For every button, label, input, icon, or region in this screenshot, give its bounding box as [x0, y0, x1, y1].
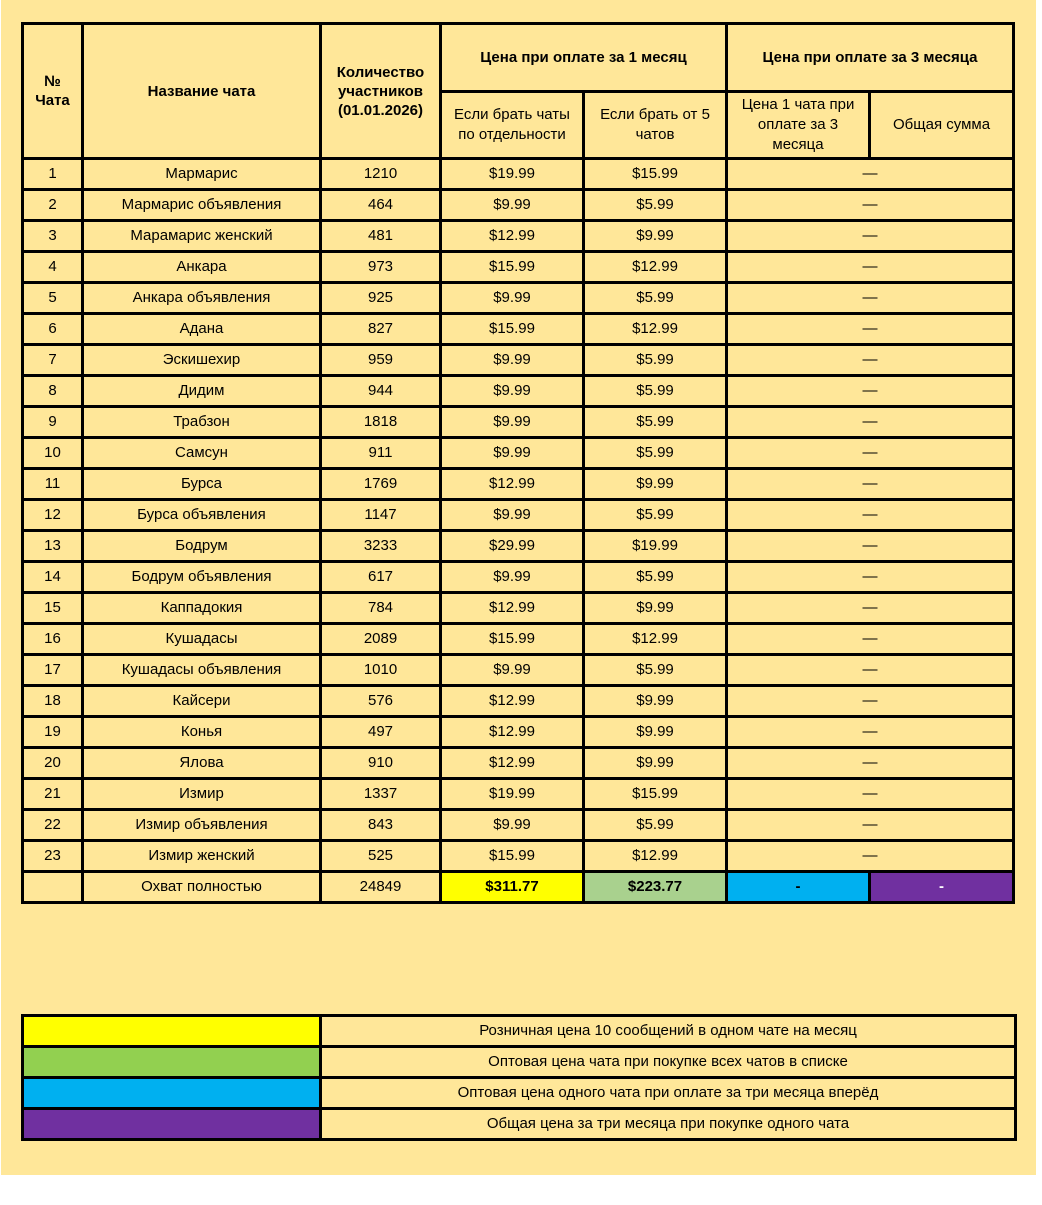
chat-name: Каппадокия [83, 593, 321, 624]
three-month-price: — [727, 562, 1014, 593]
bulk-price: $9.99 [584, 221, 727, 252]
bulk-price: $5.99 [584, 190, 727, 221]
table-row [23, 314, 1014, 345]
total-num [23, 872, 83, 903]
chat-name: Трабзон [83, 407, 321, 438]
three-month-price: — [727, 624, 1014, 655]
legend-color-swatch [23, 1047, 321, 1078]
chat-number: 7 [23, 345, 83, 376]
single-price: $12.99 [441, 221, 584, 252]
chat-number: 20 [23, 748, 83, 779]
chat-name: Измир [83, 779, 321, 810]
bulk-price: $5.99 [584, 376, 727, 407]
legend-color-swatch [23, 1109, 321, 1140]
total-single-price: $311.77 [441, 872, 584, 903]
chat-name: Анкара объявления [83, 283, 321, 314]
table-row [23, 345, 1014, 376]
chat-name: Мармарис [83, 159, 321, 190]
table-row [23, 562, 1014, 593]
chat-name: Бурса [83, 469, 321, 500]
table-row [23, 190, 1014, 221]
chat-number: 12 [23, 500, 83, 531]
single-price: $9.99 [441, 407, 584, 438]
member-count: 827 [321, 314, 441, 345]
table-row [23, 376, 1014, 407]
chat-name: Кушадасы объявления [83, 655, 321, 686]
chat-number: 6 [23, 314, 83, 345]
chat-name: Кушадасы [83, 624, 321, 655]
chat-number: 8 [23, 376, 83, 407]
chat-number: 19 [23, 717, 83, 748]
header-bulk-price: Если брать от 5 чатов [584, 92, 727, 159]
chat-number: 9 [23, 407, 83, 438]
bulk-price: $9.99 [584, 686, 727, 717]
three-month-price: — [727, 717, 1014, 748]
three-month-price: — [727, 748, 1014, 779]
chat-number: 10 [23, 438, 83, 469]
table-row [23, 810, 1014, 841]
three-month-price: — [727, 686, 1014, 717]
member-count: 1010 [321, 655, 441, 686]
total-members: 24849 [321, 872, 441, 903]
table-row [23, 717, 1014, 748]
chat-name: Бодрум [83, 531, 321, 562]
legend-color-swatch [23, 1016, 321, 1047]
chat-number: 4 [23, 252, 83, 283]
member-count: 464 [321, 190, 441, 221]
three-month-price: — [727, 438, 1014, 469]
bulk-price: $5.99 [584, 438, 727, 469]
legend-label: Оптовая цена чата при покупке всех чатов в списке [321, 1047, 1016, 1078]
chat-number: 22 [23, 810, 83, 841]
three-month-price: — [727, 376, 1014, 407]
single-price: $19.99 [441, 159, 584, 190]
header-single-price: Если брать чаты по отдельности [441, 92, 584, 159]
color-legend [21, 1014, 1017, 1141]
table-row [23, 748, 1014, 779]
header-chat-number: № Чата [23, 24, 83, 159]
chat-name: Адана [83, 314, 321, 345]
three-month-price: — [727, 252, 1014, 283]
single-price: $12.99 [441, 593, 584, 624]
legend-color-swatch [23, 1078, 321, 1109]
three-month-price: — [727, 283, 1014, 314]
chat-number: 1 [23, 159, 83, 190]
chat-name: Измир женский [83, 841, 321, 872]
member-count: 525 [321, 841, 441, 872]
three-month-price: — [727, 593, 1014, 624]
header-members: Количество участников (01.01.2026) [321, 24, 441, 159]
header-chat-name: Название чата [83, 24, 321, 159]
bulk-price: $12.99 [584, 252, 727, 283]
member-count: 959 [321, 345, 441, 376]
bulk-price: $9.99 [584, 469, 727, 500]
single-price: $12.99 [441, 469, 584, 500]
total-3m-one-chat: - [727, 872, 870, 903]
table-row [23, 686, 1014, 717]
bulk-price: $12.99 [584, 841, 727, 872]
three-month-price: — [727, 531, 1014, 562]
bulk-price: $15.99 [584, 159, 727, 190]
member-count: 2089 [321, 624, 441, 655]
bulk-price: $9.99 [584, 748, 727, 779]
chat-name: Ялова [83, 748, 321, 779]
header-group-3-months: Цена при оплате за 3 месяца [727, 24, 1014, 92]
legend-label: Розничная цена 10 сообщений в одном чате на месяц [321, 1016, 1016, 1047]
member-count: 911 [321, 438, 441, 469]
member-count: 3233 [321, 531, 441, 562]
chat-number: 13 [23, 531, 83, 562]
chat-number: 5 [23, 283, 83, 314]
member-count: 481 [321, 221, 441, 252]
chat-name: Кайсери [83, 686, 321, 717]
three-month-price: — [727, 190, 1014, 221]
three-month-price: — [727, 655, 1014, 686]
single-price: $15.99 [441, 252, 584, 283]
table-row [23, 283, 1014, 314]
single-price: $9.99 [441, 376, 584, 407]
legend-row [23, 1109, 1016, 1140]
bulk-price: $5.99 [584, 345, 727, 376]
bulk-price: $5.99 [584, 810, 727, 841]
legend-row [23, 1078, 1016, 1109]
chat-number: 23 [23, 841, 83, 872]
chat-name: Дидим [83, 376, 321, 407]
table-row [23, 407, 1014, 438]
three-month-price: — [727, 345, 1014, 376]
header-3m-total: Общая сумма [870, 92, 1014, 159]
three-month-price: — [727, 159, 1014, 190]
single-price: $9.99 [441, 438, 584, 469]
chat-name: Мармарис объявления [83, 190, 321, 221]
table-row [23, 438, 1014, 469]
table-row [23, 159, 1014, 190]
member-count: 784 [321, 593, 441, 624]
single-price: $9.99 [441, 283, 584, 314]
table-row [23, 624, 1014, 655]
three-month-price: — [727, 841, 1014, 872]
chat-name: Конья [83, 717, 321, 748]
single-price: $9.99 [441, 500, 584, 531]
member-count: 1210 [321, 159, 441, 190]
table-row [23, 500, 1014, 531]
member-count: 1769 [321, 469, 441, 500]
table-row [23, 841, 1014, 872]
table-row [23, 593, 1014, 624]
three-month-price: — [727, 500, 1014, 531]
chat-number: 2 [23, 190, 83, 221]
chat-number: 16 [23, 624, 83, 655]
single-price: $15.99 [441, 841, 584, 872]
table-row [23, 221, 1014, 252]
single-price: $12.99 [441, 686, 584, 717]
chat-number: 14 [23, 562, 83, 593]
chat-name: Марамарис женский [83, 221, 321, 252]
bulk-price: $19.99 [584, 531, 727, 562]
bulk-price: $5.99 [584, 562, 727, 593]
bulk-price: $12.99 [584, 624, 727, 655]
single-price: $12.99 [441, 748, 584, 779]
single-price: $12.99 [441, 717, 584, 748]
single-price: $15.99 [441, 314, 584, 345]
chat-number: 3 [23, 221, 83, 252]
total-row [23, 872, 1014, 903]
member-count: 925 [321, 283, 441, 314]
table-row [23, 252, 1014, 283]
three-month-price: — [727, 221, 1014, 252]
three-month-price: — [727, 779, 1014, 810]
bulk-price: $5.99 [584, 655, 727, 686]
bulk-price: $5.99 [584, 407, 727, 438]
table-row [23, 779, 1014, 810]
legend-label: Оптовая цена одного чата при оплате за три месяца вперёд [321, 1078, 1016, 1109]
three-month-price: — [727, 314, 1014, 345]
three-month-price: — [727, 407, 1014, 438]
header-group-1-month: Цена при оплате за 1 месяц [441, 24, 727, 92]
total-3m-total: - [870, 872, 1014, 903]
total-label: Охват полностью [83, 872, 321, 903]
header-3m-one-chat: Цена 1 чата при оплате за 3 месяца [727, 92, 870, 159]
member-count: 497 [321, 717, 441, 748]
bulk-price: $9.99 [584, 717, 727, 748]
chat-name: Бодрум объявления [83, 562, 321, 593]
table-row [23, 531, 1014, 562]
single-price: $9.99 [441, 562, 584, 593]
chat-number: 18 [23, 686, 83, 717]
member-count: 576 [321, 686, 441, 717]
chat-name: Эскишехир [83, 345, 321, 376]
member-count: 843 [321, 810, 441, 841]
bulk-price: $12.99 [584, 314, 727, 345]
bulk-price: $15.99 [584, 779, 727, 810]
bulk-price: $9.99 [584, 593, 727, 624]
table-row [23, 469, 1014, 500]
three-month-price: — [727, 810, 1014, 841]
member-count: 944 [321, 376, 441, 407]
member-count: 1147 [321, 500, 441, 531]
chat-number: 15 [23, 593, 83, 624]
member-count: 910 [321, 748, 441, 779]
single-price: $9.99 [441, 810, 584, 841]
chat-number: 21 [23, 779, 83, 810]
member-count: 617 [321, 562, 441, 593]
member-count: 973 [321, 252, 441, 283]
single-price: $29.99 [441, 531, 584, 562]
bulk-price: $5.99 [584, 500, 727, 531]
chat-number: 11 [23, 469, 83, 500]
chat-number: 17 [23, 655, 83, 686]
chat-name: Самсун [83, 438, 321, 469]
chat-name: Измир объявления [83, 810, 321, 841]
member-count: 1818 [321, 407, 441, 438]
table-row [23, 655, 1014, 686]
legend-row [23, 1016, 1016, 1047]
single-price: $19.99 [441, 779, 584, 810]
bulk-price: $5.99 [584, 283, 727, 314]
total-bulk-price: $223.77 [584, 872, 727, 903]
single-price: $9.99 [441, 655, 584, 686]
chat-name: Анкара [83, 252, 321, 283]
legend-label: Общая цена за три месяца при покупке одного чата [321, 1109, 1016, 1140]
single-price: $9.99 [441, 345, 584, 376]
single-price: $9.99 [441, 190, 584, 221]
legend-row [23, 1047, 1016, 1078]
three-month-price: — [727, 469, 1014, 500]
chat-name: Бурса объявления [83, 500, 321, 531]
single-price: $15.99 [441, 624, 584, 655]
member-count: 1337 [321, 779, 441, 810]
price-table [21, 22, 1015, 904]
